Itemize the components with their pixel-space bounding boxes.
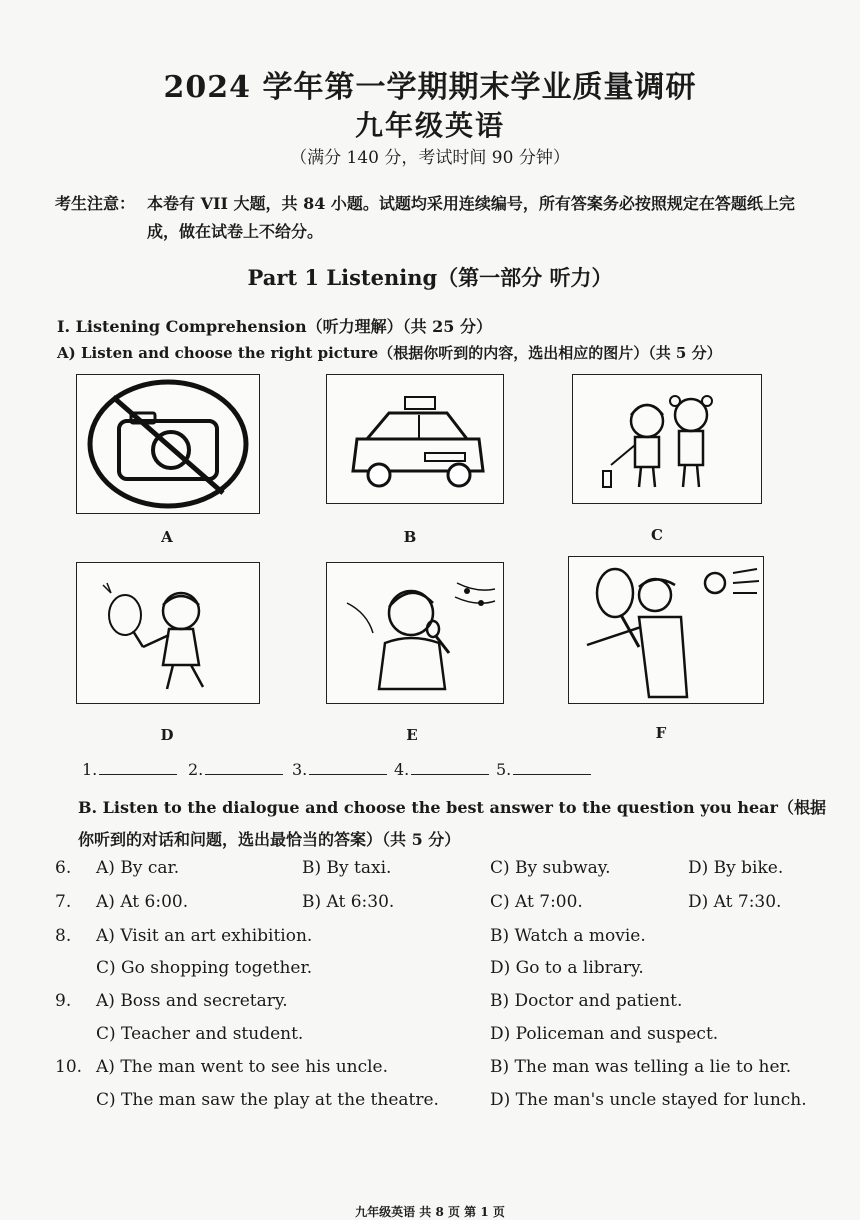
answer-blank-4[interactable] <box>394 760 489 779</box>
option-a: A) By car. <box>96 858 180 878</box>
picture-label-e: E <box>406 726 418 744</box>
answer-blank-5[interactable] <box>496 760 591 779</box>
badminton-girl-icon <box>77 563 259 703</box>
exam-title: 2024 学年第一学期期末学业质量调研 <box>163 70 697 105</box>
option-c: C) At 7:00. <box>490 892 583 912</box>
tennis-player-icon <box>569 557 763 703</box>
option-a: A) The man went to see his uncle. <box>96 1057 389 1077</box>
answer-blank-2[interactable] <box>188 760 283 779</box>
section-b-title: B. Listen to the dialogue and choose the best answer to the question you hear（根据你听到的对话和问题，选出最恰当的答案）（共 5 分） <box>78 798 826 849</box>
picture-label-b: B <box>403 528 417 546</box>
option-c: C) The man saw the play at the theatre. <box>96 1090 439 1110</box>
picture-f <box>568 556 764 704</box>
picture-b <box>326 374 504 504</box>
option-d: D) Go to a library. <box>490 958 644 978</box>
question-number: 6. <box>55 858 72 878</box>
section-a-title: A) Listen and choose the right picture（根据你听到的内容，选出相应的图片）（共 5 分） <box>57 344 722 362</box>
picture-e <box>326 562 504 704</box>
picture-a <box>76 374 260 514</box>
blank-number: 1. <box>82 760 98 779</box>
picture-c <box>572 374 762 504</box>
option-b: B) By taxi. <box>302 858 392 878</box>
singing-boy-icon <box>327 563 503 703</box>
option-c: C) Teacher and student. <box>96 1024 304 1044</box>
option-d: D) At 7:30. <box>688 892 782 912</box>
blank-number: 3. <box>292 760 308 779</box>
taxi-icon <box>327 375 503 503</box>
score-info: （满分 140 分，考试时间 90 分钟） <box>290 148 570 168</box>
option-c: C) By subway. <box>490 858 611 878</box>
answer-blank-3[interactable] <box>292 760 387 779</box>
option-b: B) Watch a movie. <box>490 926 646 946</box>
section-title: I. Listening Comprehension（听力理解）（共 25 分） <box>57 317 493 336</box>
picture-label-c: C <box>651 526 663 544</box>
option-d: D) The man's uncle stayed for lunch. <box>490 1090 807 1110</box>
option-d: D) Policeman and suspect. <box>490 1024 719 1044</box>
option-a: A) Visit an art exhibition. <box>96 926 313 946</box>
notice-label: 考生注意： <box>55 194 136 213</box>
exam-subject: 九年级英语 <box>354 109 505 142</box>
option-d: D) By bike. <box>688 858 784 878</box>
question-number: 7. <box>55 892 72 912</box>
option-a: A) At 6:00. <box>96 892 189 912</box>
part-title: Part 1 Listening（第一部分 听力） <box>247 265 613 290</box>
no-camera-icon <box>77 375 259 513</box>
answer-blank-1[interactable] <box>82 760 177 779</box>
blank-number: 2. <box>188 760 204 779</box>
candidate-notice <box>55 190 825 246</box>
question-number: 10. <box>55 1057 83 1077</box>
page-footer: 九年级英语 共 8 页 第 1 页 <box>355 1205 505 1219</box>
option-c: C) Go shopping together. <box>96 958 313 978</box>
option-b: B) At 6:30. <box>302 892 395 912</box>
picture-label-f: F <box>655 724 667 742</box>
picture-label-a: A <box>161 528 173 546</box>
option-a: A) Boss and secretary. <box>96 991 288 1011</box>
blank-number: 5. <box>496 760 512 779</box>
notice-text: 本卷有 VII 大题，共 84 小题。试题均采用连续编号，所有答案务必按照规定在答题纸上完成，做在试卷上不给分。 <box>147 194 795 241</box>
blank-number: 4. <box>394 760 410 779</box>
picture-d <box>76 562 260 704</box>
children-firecracker-icon <box>573 375 761 503</box>
option-b: B) The man was telling a lie to her. <box>490 1057 792 1077</box>
option-b: B) Doctor and patient. <box>490 991 683 1011</box>
picture-label-d: D <box>160 726 174 744</box>
question-number: 8. <box>55 926 72 946</box>
question-number: 9. <box>55 991 72 1011</box>
